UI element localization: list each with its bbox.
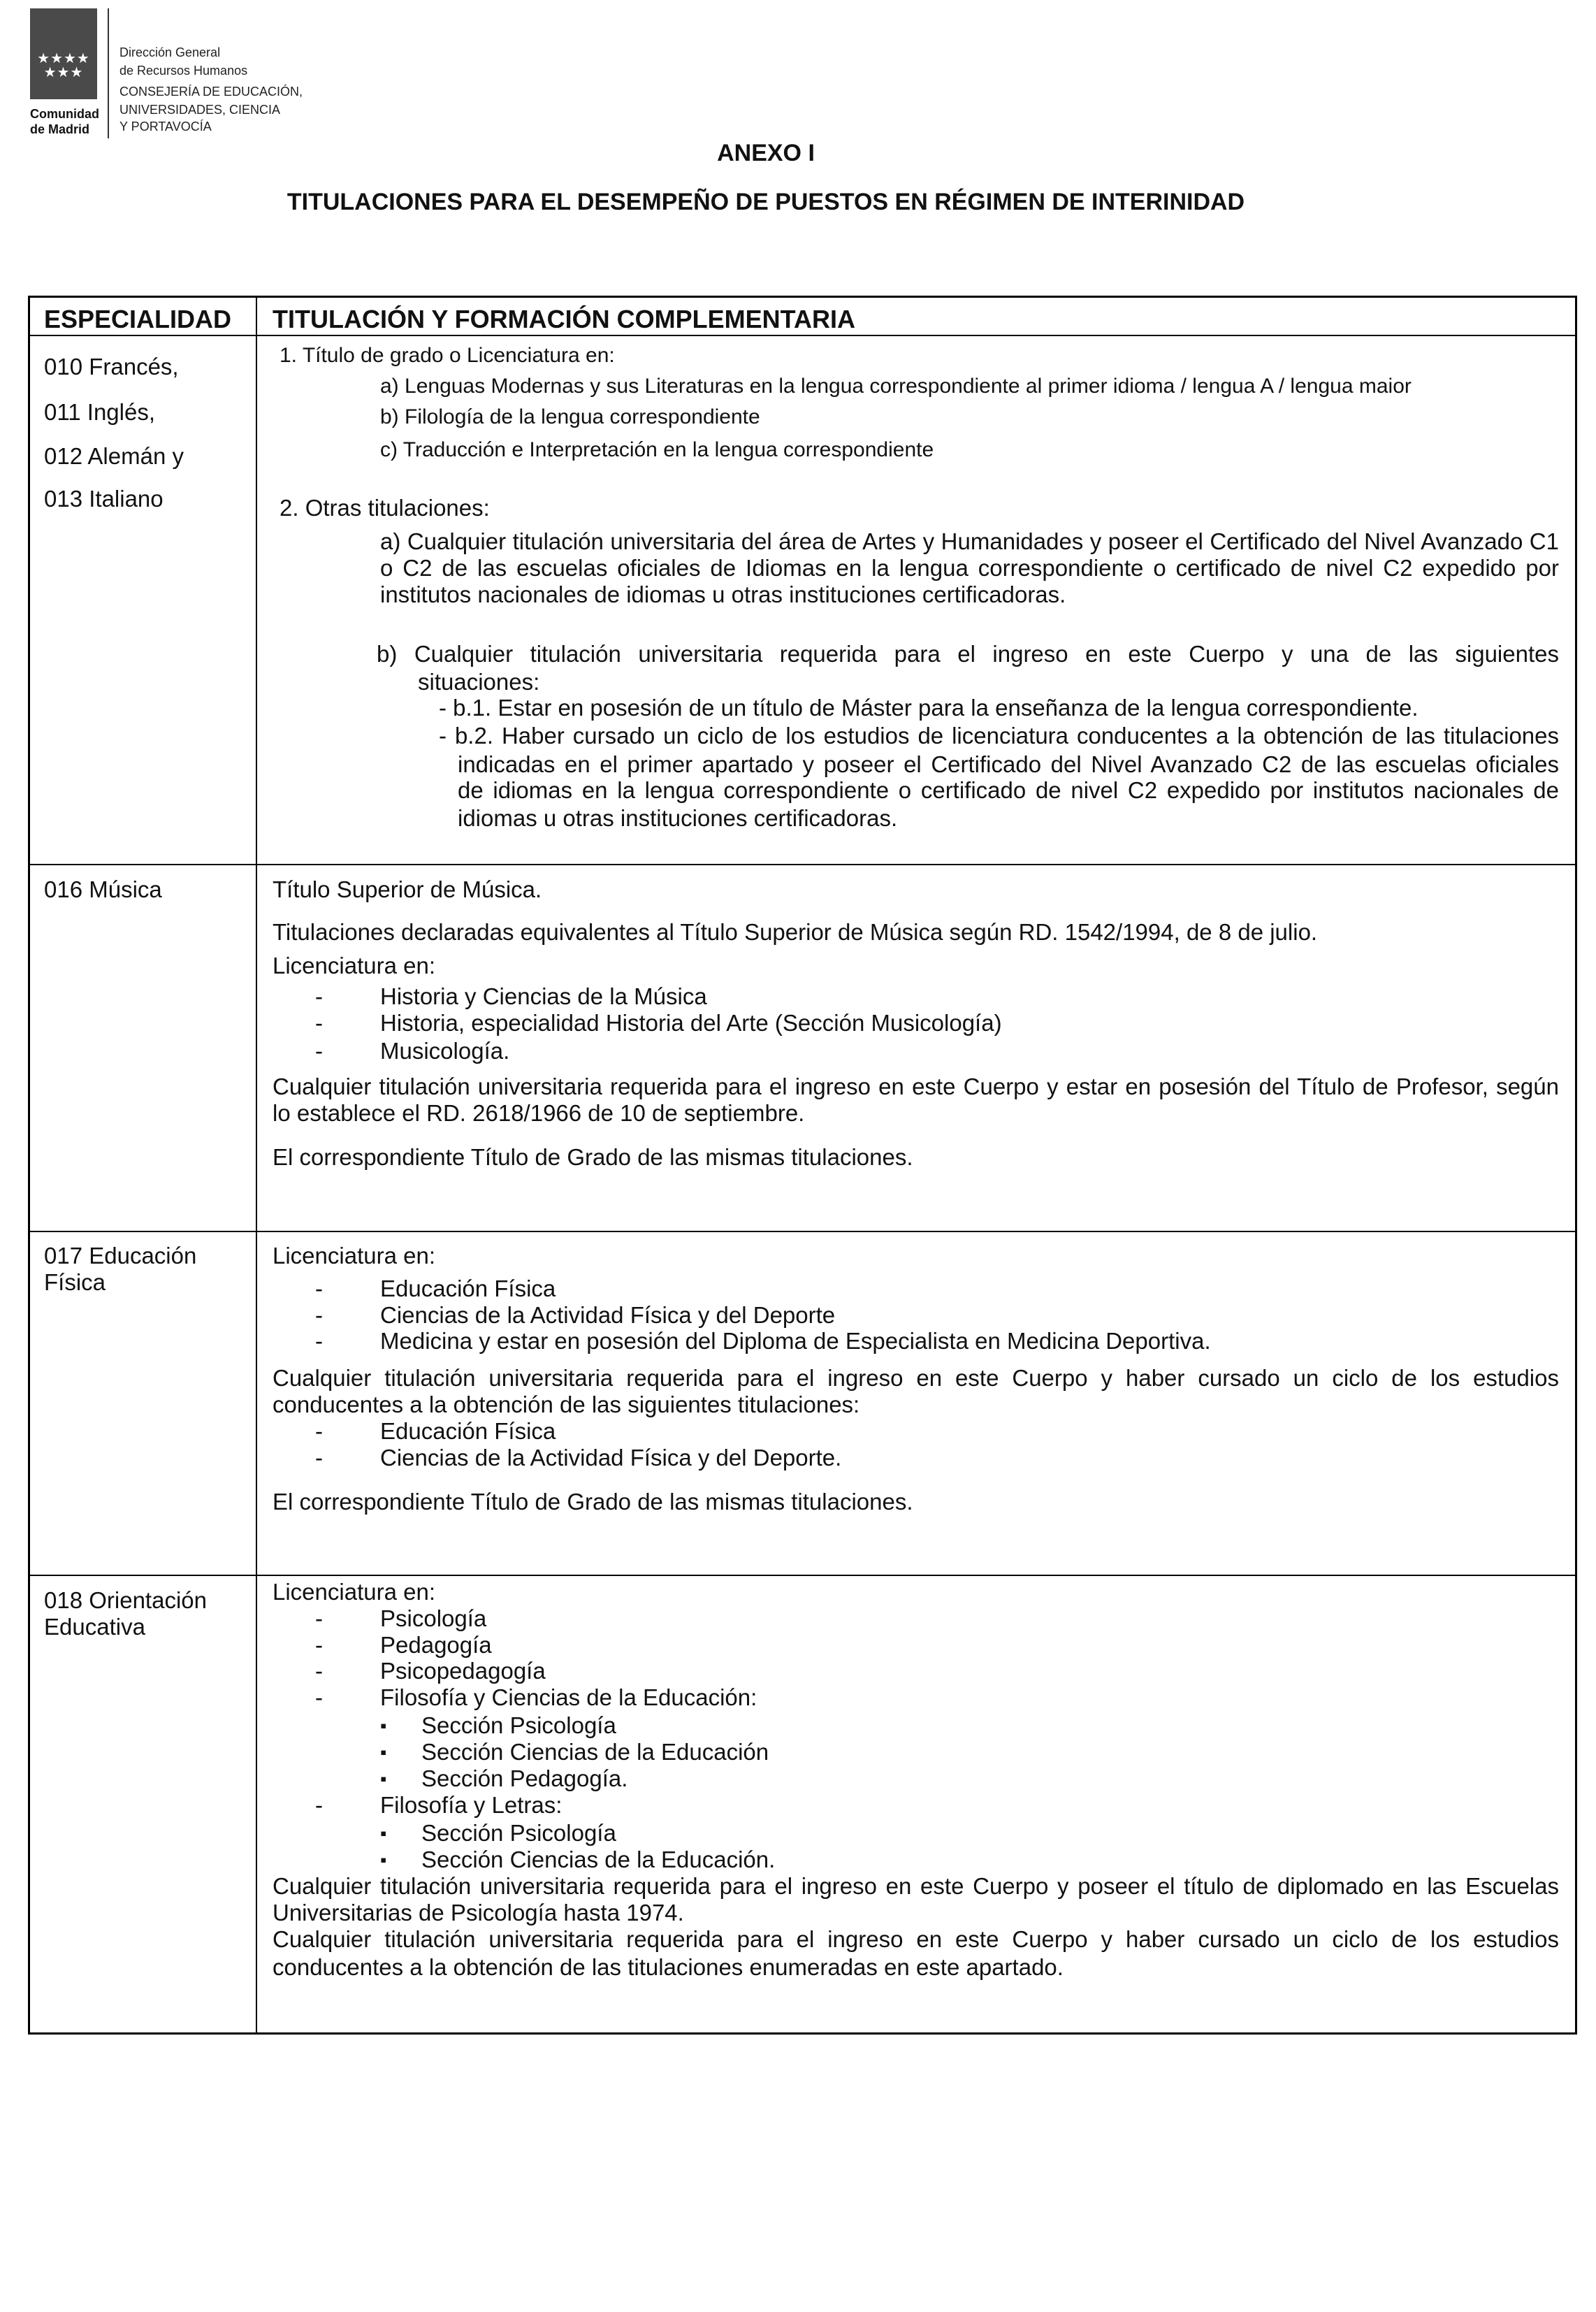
text-line: Licenciatura en: <box>273 1243 435 1269</box>
dash: - <box>315 983 323 1009</box>
text-line: - b.1. Estar en posesión de un título de Máster para la enseñanza de la lengua correspondiente. <box>439 695 1419 721</box>
text-line: Cualquier titulación universitaria requerida para el ingreso en este Cuerpo y estar en posesión del Título de Profesor, según <box>273 1074 1559 1099</box>
square-bullet-icon: ▪ <box>380 1742 387 1763</box>
page-title: TITULACIONES PARA EL DESEMPEÑO DE PUESTOS EN RÉGIMEN DE INTERINIDAD <box>286 189 1245 215</box>
text-line: El correspondiente Título de Grado de las mismas titulaciones. <box>273 1144 913 1170</box>
logo-flag <box>30 8 97 99</box>
list-item: Pedagogía <box>380 1632 492 1658</box>
specialty: Educativa <box>44 1614 145 1640</box>
ministry-name: UNIVERSIDADES, CIENCIA <box>119 103 281 117</box>
dash: - <box>315 1038 323 1064</box>
text-line: conducentes a la obtención de las titulaciones enumeradas en este apartado. <box>273 1954 1064 1980</box>
dash: - <box>315 1605 323 1631</box>
sub-list-item: Sección Pedagogía. <box>421 1765 628 1791</box>
list-item: Historia, especialidad Historia del Arte (Sección Musicología) <box>380 1010 1002 1036</box>
table-border <box>28 296 1577 298</box>
dash: - <box>315 1276 323 1301</box>
text-line: Cualquier titulación universitaria requerida para el ingreso en este Cuerpo y poseer el título de diplomado en las Escuelas <box>273 1873 1559 1899</box>
text-line: institutos nacionales de idiomas u otras instituciones certificadoras. <box>380 581 1066 607</box>
specialty: 012 Alemán y <box>44 443 184 469</box>
dash: - <box>315 1792 323 1818</box>
text-line: lo establece el RD. 2618/1966 de 10 de septiembre. <box>273 1100 805 1126</box>
list-item: Psicología <box>380 1605 487 1631</box>
text-line: Título Superior de Música. <box>273 876 542 902</box>
dash: - <box>315 1302 323 1328</box>
table-border <box>28 335 1577 336</box>
text-line: de idiomas en la lengua correspondiente o certificado de nivel C2 expedido por institutos nacionales de <box>458 777 1559 803</box>
square-bullet-icon: ▪ <box>380 1849 387 1870</box>
list-item: Ciencias de la Actividad Física y del Deporte <box>380 1302 836 1328</box>
specialty: 010 Francés, <box>44 354 179 380</box>
sub-list-item: Sección Ciencias de la Educación <box>421 1739 769 1765</box>
annex-label: ANEXO I <box>717 140 815 166</box>
text-line: b) Filología de la lengua correspondiente <box>380 405 760 428</box>
specialty: 011 Inglés, <box>44 399 156 425</box>
text-line: idiomas u otras instituciones certificadoras. <box>458 805 898 831</box>
table-border <box>1575 296 1577 2035</box>
ministry-name: Y PORTAVOCÍA <box>119 120 212 133</box>
text-line: 2. Otras titulaciones: <box>280 495 490 521</box>
list-item: Educación Física <box>380 1418 556 1444</box>
specialty: 013 Italiano <box>44 486 164 512</box>
text-line: El correspondiente Título de Grado de las mismas titulaciones. <box>273 1489 913 1515</box>
list-item: Musicología. <box>380 1038 510 1064</box>
table-border <box>28 1575 1577 1576</box>
list-item: Psicopedagogía <box>380 1658 546 1684</box>
stars-icon: ★★★ <box>43 65 84 80</box>
department-name: Dirección General <box>119 45 221 59</box>
square-bullet-icon: ▪ <box>380 1715 387 1736</box>
text-line: Licenciatura en: <box>273 1579 435 1605</box>
text-line: a) Lenguas Modernas y sus Literaturas en la lengua correspondiente al primer idioma / lengua A / lengua maior <box>380 375 1412 398</box>
text-line: - b.2. Haber cursado un ciclo de los estudios de licenciatura conducentes a la obtención de las titulaciones <box>439 723 1559 749</box>
square-bullet-icon: ▪ <box>380 1768 387 1789</box>
dash: - <box>315 1658 323 1684</box>
square-bullet-icon: ▪ <box>380 1823 387 1844</box>
text-line: Cualquier titulación universitaria requerida para el ingreso en este Cuerpo y haber cursado un ciclo de los estudios <box>273 1926 1559 1952</box>
text-line: Universitarias de Psicología hasta 1974. <box>273 1900 684 1926</box>
column-header: TITULACIÓN Y FORMACIÓN COMPLEMENTARIA <box>273 305 855 333</box>
dash: - <box>315 1010 323 1036</box>
text-line: indicadas en el primer apartado y poseer el Certificado del Nivel Avanzado C2 de las escuelas oficiales <box>458 751 1559 777</box>
ministry-name: CONSEJERÍA DE EDUCACIÓN, <box>119 85 303 99</box>
dash: - <box>315 1328 323 1354</box>
logo-divider <box>108 8 109 138</box>
dash: - <box>315 1418 323 1444</box>
logo-name: de Madrid <box>30 122 90 136</box>
text-line: Cualquier titulación universitaria requerida para el ingreso en este Cuerpo y haber cursado un ciclo de los estudios <box>273 1365 1559 1391</box>
text-line: conducentes a la obtención de las siguientes titulaciones: <box>273 1392 860 1417</box>
logo-name: Comunidad <box>30 107 99 121</box>
text-line: Titulaciones declaradas equivalentes al Título Superior de Música según RD. 1542/1994, de 8 de julio. <box>273 919 1318 945</box>
list-item: Historia y Ciencias de la Música <box>380 983 707 1009</box>
text-line: situaciones: <box>418 669 540 695</box>
department-name: de Recursos Humanos <box>119 64 248 78</box>
list-item: Filosofía y Ciencias de la Educación: <box>380 1684 757 1710</box>
list-item: Filosofía y Letras: <box>380 1792 563 1818</box>
specialty: 018 Orientación <box>44 1587 207 1613</box>
list-item: Medicina y estar en posesión del Diploma de Especialista en Medicina Deportiva. <box>380 1328 1211 1354</box>
specialty: Física <box>44 1269 106 1295</box>
text-line: a) Cualquier titulación universitaria del área de Artes y Humanidades y poseer el Certificado del Nivel Avanzado C1 <box>380 528 1559 554</box>
text-line: b) Cualquier titulación universitaria requerida para el ingreso en este Cuerpo y una de las siguientes <box>377 641 1559 667</box>
table-border <box>28 296 30 2035</box>
sub-list-item: Sección Psicología <box>421 1820 616 1846</box>
specialty: 016 Música <box>44 876 162 902</box>
dash: - <box>315 1632 323 1658</box>
text-line: Licenciatura en: <box>273 953 435 978</box>
table-border <box>28 1231 1577 1232</box>
dash: - <box>315 1445 323 1471</box>
specialty: 017 Educación <box>44 1243 197 1269</box>
list-item: Educación Física <box>380 1276 556 1301</box>
sub-list-item: Sección Psicología <box>421 1712 616 1738</box>
sub-list-item: Sección Ciencias de la Educación. <box>421 1847 776 1872</box>
text-line: c) Traducción e Interpretación en la lengua correspondiente <box>380 438 934 461</box>
column-header: ESPECIALIDAD <box>44 305 232 333</box>
text-line: 1. Título de grado o Licenciatura en: <box>280 344 615 367</box>
stars-icon: ★★★★ <box>37 51 90 66</box>
table-border <box>28 864 1577 865</box>
table-border <box>28 2032 1577 2035</box>
table-border <box>256 296 257 2035</box>
list-item: Ciencias de la Actividad Física y del Deporte. <box>380 1445 842 1471</box>
dash: - <box>315 1684 323 1710</box>
text-line: o C2 de las escuelas oficiales de Idiomas en la lengua correspondiente o certificado de nivel C2 expedido por <box>380 555 1559 581</box>
